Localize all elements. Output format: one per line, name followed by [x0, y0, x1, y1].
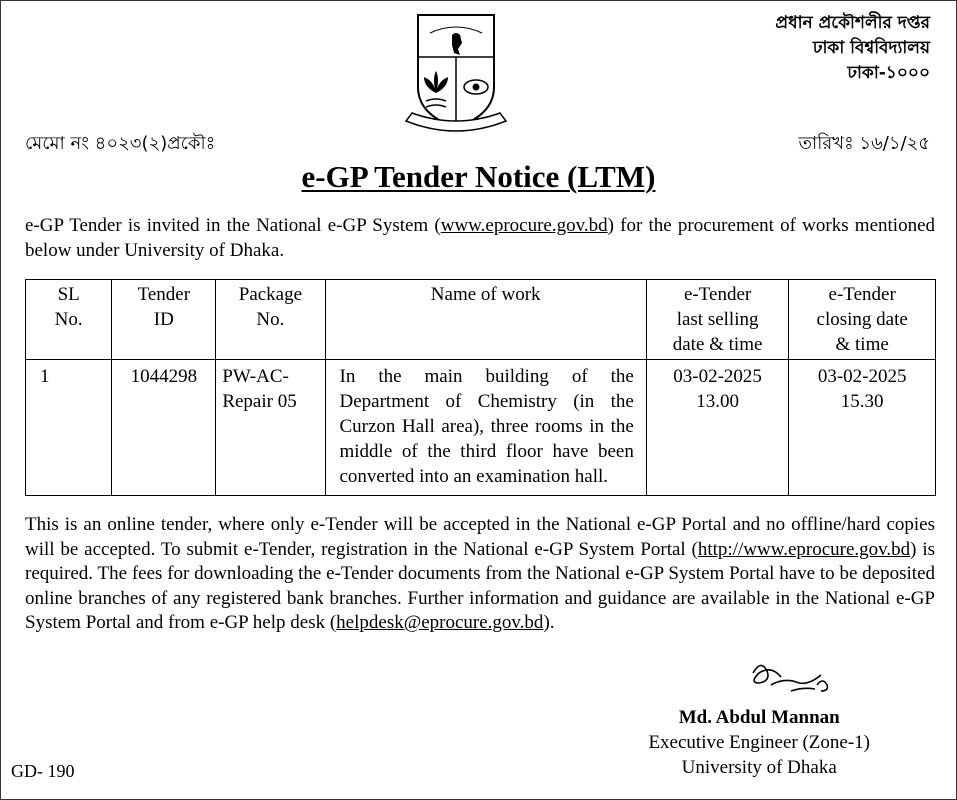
notice-date: তারিখঃ ১৬/১/২৫ [798, 133, 930, 154]
instructions-paragraph: This is an online tender, where only e-Tender will be accepted in the National e-GP Portal and no offline/hard copies will be accepted. To submit e-Tender, registration in the National e-GP System Portal (http://www.eprocure.gov.bd) is required. The fees for downloading the e-Tender documents from the National e-GP System Portal have to be deposited online branches of any registered bank branches. Further information and guidance are available in the National e-GP System Portal and from e-GP help desk (helpdesk@eprocure.gov.bd). [25, 514, 936, 633]
intro-suffix: ) for the procurement of works mentioned below under University of Dhaka. [25, 215, 935, 261]
tender-table [25, 279, 936, 496]
office-name: প্রধান প্রকৌশলীর দপ্তর [775, 13, 930, 33]
col-name-of-work: Name of work [325, 280, 646, 360]
cell-sl: 1 [26, 360, 112, 496]
col-package: Package No. [216, 280, 325, 360]
memo-number: মেমো নং ৪০২৩(২)প্রকৌঃ [25, 133, 216, 154]
signer-organization: University of Dhaka [681, 757, 837, 778]
signature-block [648, 705, 870, 780]
col-selling-date: e-Tender last selling date & time [646, 280, 788, 360]
notice-title [1, 159, 956, 195]
col-tender-id: Tender ID [112, 280, 216, 360]
cell-tender-id: 1044298 [112, 360, 216, 496]
cell-package: PW-AC- Repair 05 [216, 360, 325, 496]
table-header-row [26, 280, 936, 360]
helpdesk-email-link[interactable]: helpdesk@eprocure.gov.bd [336, 612, 544, 633]
notice-title-text: e-GP Tender Notice (LTM) [301, 159, 656, 194]
cell-closing-date: 03-02-2025 15.30 [789, 360, 936, 496]
university-logo-icon [396, 9, 516, 137]
signer-designation: Executive Engineer (Zone-1) [648, 732, 870, 753]
intro-paragraph [25, 214, 935, 263]
signer-name: Md. Abdul Mannan [678, 707, 840, 728]
col-closing-date: e-Tender closing date & time [789, 280, 936, 360]
eprocure-link[interactable]: www.eprocure.gov.bd [440, 215, 608, 236]
office-city: ঢাকা-১০০০ [847, 63, 930, 83]
col-sl: SL No. [26, 280, 112, 360]
gd-code: GD- 190 [11, 761, 75, 781]
cell-selling-date: 03-02-2025 13.00 [646, 360, 788, 496]
issuing-office [775, 11, 930, 86]
university-name: ঢাকা বিশ্ববিদ্যালয় [812, 38, 930, 58]
table-row [26, 360, 936, 496]
intro-prefix: e-GP Tender is invited in the National e-GP System ( [25, 215, 441, 236]
cell-name-of-work: In the main building of the Department of Chemistry (in the Curzon Hall area), three rooms in the middle of the third floor have been converted into an examination hall. [325, 360, 646, 496]
eprocure-portal-link[interactable]: http://www.eprocure.gov.bd [697, 538, 911, 560]
signature-icon [731, 655, 851, 705]
